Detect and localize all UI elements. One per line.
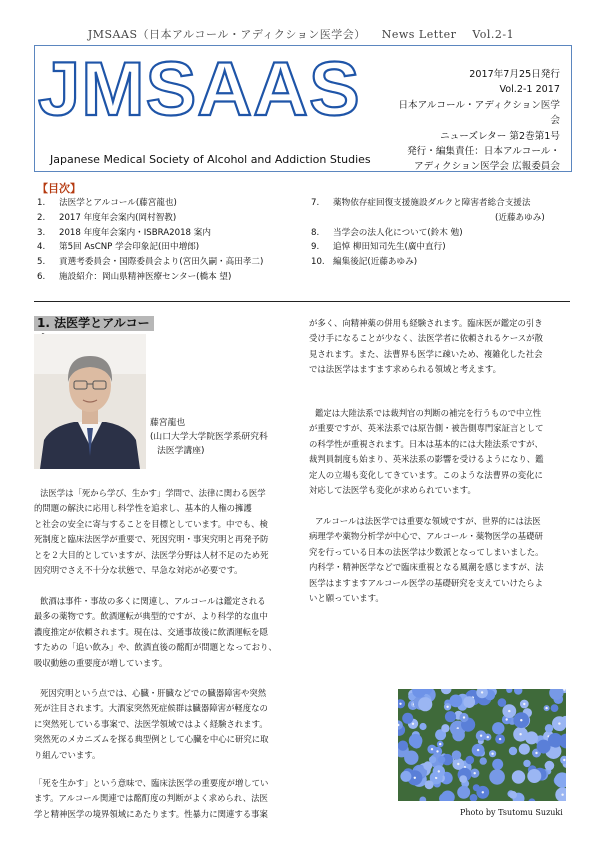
society-name: Japanese Medical Society of Alcohol and Addiction Studies xyxy=(50,153,371,166)
toc-item-continued[interactable] xyxy=(311,211,545,226)
flower-center xyxy=(558,722,560,724)
body-line: 最多の薬物です。飲酒運転が典型的ですが、より科学的な血中 xyxy=(34,611,268,622)
toc-item-number: 7. xyxy=(311,198,320,208)
flower-center xyxy=(508,710,510,712)
author-portrait-image xyxy=(34,334,146,469)
body-line: 死因究明という点では、心臓・肝臓などでの臓器障害や突然 xyxy=(40,688,267,698)
flower-center xyxy=(519,733,521,735)
flower-blossom xyxy=(492,722,504,734)
left-column-text xyxy=(34,776,296,822)
toc-item-title: 法医学とアルコール(藤宮龍也) xyxy=(59,198,177,208)
flower-blossom xyxy=(402,713,413,724)
flower-blossom xyxy=(545,724,553,732)
toc-item-title: 2017 年度年会案内(岡村智教) xyxy=(59,212,177,223)
newsletter-header xyxy=(0,26,602,42)
body-line: 吸収動態の重要度が増しています。 xyxy=(34,657,168,668)
issue-publisher-1: 発行・編集責任：日本アルコール・ xyxy=(407,146,560,158)
body-line: 見されます。また、法曹界も医学に疎いため、複雑化した社会 xyxy=(309,348,543,359)
toc-item-number: 1. xyxy=(37,198,46,208)
issue-info xyxy=(390,67,560,175)
flower-blossom xyxy=(545,761,555,771)
flower-center xyxy=(506,718,508,720)
toc-item-number: 5. xyxy=(37,257,46,268)
flower-blossom xyxy=(527,769,541,783)
toc-item[interactable] xyxy=(37,240,263,255)
body-line: 飲酒は事件・事故の多くに関連し、アルコールは鑑定される xyxy=(40,596,266,606)
toc-item[interactable] xyxy=(311,226,545,241)
toc-item[interactable] xyxy=(37,211,263,226)
toc-item-title: 編集後記(近藤あゆみ) xyxy=(333,257,418,268)
flower-center xyxy=(520,719,522,721)
flower-blossom xyxy=(409,734,423,748)
flower-center xyxy=(545,707,547,709)
flower-center xyxy=(431,748,433,750)
body-line: 医学はますますアルコール医学の基礎研究を支えていけたらよ xyxy=(309,577,543,588)
right-column-text xyxy=(309,406,571,498)
author-affiliation: (山口大学大学院医学系研究科 xyxy=(150,432,268,442)
nemophila-flowers-image xyxy=(398,689,566,801)
right-column-text xyxy=(309,316,571,378)
body-line: 死が注目されます。大酒家突然死症候群は臓器障害が軽度なの xyxy=(34,703,268,714)
flower-center xyxy=(480,735,482,737)
toc-item[interactable] xyxy=(37,270,263,285)
left-column-text xyxy=(34,594,296,671)
body-line: に突然死している事案で、法医学領域ではよく経験されます。 xyxy=(34,718,268,729)
toc-item-title: 第5回 AsCNP 学会印象記(田中増郎) xyxy=(59,242,200,253)
issue-society: 日本アルコール・アディクション医学会 xyxy=(398,99,560,127)
right-column-text xyxy=(309,514,571,606)
body-line: が重要ですが、英米法系では原告側・被告側専門家証言として xyxy=(309,423,544,434)
flower-center xyxy=(457,763,459,765)
flower-blossom xyxy=(523,760,530,767)
author-name: 藤宮龍也 xyxy=(150,418,186,428)
toc-item-title: 当学会の法人化について(鈴木 勉) xyxy=(333,227,463,238)
body-line: の科学性が重視されます。日本は基本的には大陸法系ですが、 xyxy=(309,438,543,449)
flower-center xyxy=(438,770,440,772)
body-line: 対応して法医学も変化が求められています。 xyxy=(309,485,476,496)
body-line: 病理学や薬物分析学が中心で、アルコール・薬物医学の基礎研 xyxy=(309,531,543,542)
flower-center xyxy=(439,743,441,745)
body-line: いと願っています。 xyxy=(309,593,384,604)
body-line: 濃度推定が依頼されます。現在は、交通事故後に飲酒運転を隠 xyxy=(34,626,268,637)
toc-item[interactable] xyxy=(311,196,545,211)
section-title: 1. 法医学とアルコー xyxy=(34,316,154,331)
body-line: が多く、向精神薬の併用も経験されます。臨床医が鑑定の引き xyxy=(309,318,543,328)
body-line: 因究明でさえ不十分な状態で、早急な対応が必要です。 xyxy=(34,565,243,576)
toc-item-number: 4. xyxy=(37,242,46,253)
toc-item[interactable] xyxy=(37,255,263,270)
body-line: 鑑定は大陸法系では裁判官の判断の補完を行うもので中立性 xyxy=(315,408,542,418)
toc-item-number: 6. xyxy=(37,271,46,282)
flower-blossom xyxy=(445,711,456,722)
toc-item[interactable] xyxy=(37,226,263,241)
body-line: アルコールは法医学では重要な領域ですが、世界的には法医 xyxy=(315,516,541,526)
flower-center xyxy=(499,738,501,740)
flower-blossom xyxy=(480,757,487,764)
toc-item-number: 10. xyxy=(311,257,325,268)
flower-blossom xyxy=(457,786,470,799)
body-line: 定人の立場も変化してきています。このような法曹界の変化に xyxy=(309,469,543,480)
flower-blossom xyxy=(438,756,445,763)
toc-item-title: 薬物依存症回復支援施設ダルクと障害者総合支援法 xyxy=(333,198,531,208)
flower-blossom xyxy=(459,775,467,783)
toc-item[interactable] xyxy=(37,196,263,211)
body-line: 法医学は「死から学び、生かす」学問で、法律に関わる医学 xyxy=(40,488,266,498)
body-line: 受け手になることが少なく、法医学者に依頼されるケースが散 xyxy=(309,333,543,344)
body-line: 「死を生かす」という意味で、臨床法医学の重要度が増してい xyxy=(34,778,269,788)
flower-blossom xyxy=(466,756,475,765)
issue-date: 2017年7月25日発行 xyxy=(469,69,560,80)
header-newsletter: News Letter xyxy=(381,28,457,41)
flower-blossom xyxy=(404,751,418,765)
flower-blossom xyxy=(398,741,408,751)
toc-item-title: 貢選考委員会・国際委員会より(宮田久嗣・高田孝二) xyxy=(59,257,264,268)
body-line: 死制度と臨床法医学が重要で、死因究明・事実究明と再発予防 xyxy=(34,534,269,545)
header-volume: Vol.2-1 xyxy=(472,28,515,41)
flower-center xyxy=(474,772,476,774)
flower-blossom xyxy=(473,784,480,791)
toc-item-number: 2. xyxy=(37,212,46,223)
body-line: 内科学・精神医学などで臨床重視となる風潮を感じますが、法 xyxy=(309,562,544,573)
flower-blossom xyxy=(519,744,530,755)
flower-blossom xyxy=(537,740,551,754)
body-line: と社会の安全に寄与することを目標としています。中でも、検 xyxy=(34,518,268,529)
flower-center xyxy=(487,736,489,738)
section-divider xyxy=(34,301,570,302)
flower-center xyxy=(535,752,537,754)
flower-blossom xyxy=(509,791,517,799)
flower-blossom xyxy=(452,750,461,759)
flower-center xyxy=(412,723,414,725)
flower-blossom xyxy=(429,756,436,763)
flower-center xyxy=(399,703,401,705)
flower-center xyxy=(491,753,493,755)
flower-blossom xyxy=(489,769,505,785)
flower-center xyxy=(481,691,483,693)
flower-blossom xyxy=(452,729,465,742)
flower-blossom xyxy=(419,723,426,730)
flower-blossom xyxy=(512,770,525,783)
left-column-text xyxy=(34,686,296,763)
flower-center xyxy=(436,750,438,752)
author-department: 法医学講座) xyxy=(157,446,205,456)
toc-item[interactable] xyxy=(311,240,545,255)
issue-number: ニューズレター 第2巻第1号 xyxy=(440,130,560,142)
body-line: 学と精神医学の境界領域にあたります。性暴力に関連する事案 xyxy=(34,808,268,819)
body-line: すための「追い飲み」や、飲酒直後の酩酊が問題となっており、 xyxy=(34,642,277,653)
flower-center xyxy=(414,777,416,779)
body-line: 究を行っている日本の法医学は少数派となってしまいました。 xyxy=(309,546,544,557)
body-line: 突然死のメカニズムを探る典型例として心臓を中心に研究に取 xyxy=(34,734,269,745)
toc-item-title: 追悼 柳田知司先生(廣中直行) xyxy=(333,242,446,253)
photo-credit: Photo by Tsutomu Suzuki xyxy=(460,808,563,817)
toc-item[interactable] xyxy=(311,255,545,270)
toc-item-number: 9. xyxy=(311,242,320,253)
flower-blossom xyxy=(551,704,559,712)
issue-publisher-2: アディクション医学会 広報委員会 xyxy=(414,161,560,173)
left-column-text xyxy=(34,486,296,578)
header-org: JMSAAS（日本アルコール・アディクション医学会） xyxy=(87,28,366,41)
toc-item-title: (近藤あゆみ) xyxy=(495,212,545,223)
logo-wordmark: JMSAAS xyxy=(38,47,361,132)
flower-center xyxy=(463,716,465,718)
author-photo xyxy=(34,334,146,469)
toc-item-title: 2018 年度年会案内・ISBRA2018 案内 xyxy=(59,227,211,238)
flower-center xyxy=(482,791,484,793)
flower-blossom xyxy=(449,695,462,708)
flower-center xyxy=(523,703,525,705)
flower-blossom xyxy=(509,747,517,755)
flower-photo xyxy=(398,689,566,801)
toc-heading: 【目次】 xyxy=(37,182,81,195)
body-line: 裁判員制度も始まり、英米法系の影響を受けるようになり、鑑 xyxy=(309,454,544,465)
flower-blossom xyxy=(418,697,432,711)
author-credit xyxy=(150,416,268,458)
toc-item-title: 施設紹介：岡山県精神医療センター(橋本 望) xyxy=(59,271,232,282)
toc-left-column xyxy=(37,196,263,285)
flower-blossom xyxy=(463,696,475,708)
toc-right-column xyxy=(311,196,545,270)
flower-center xyxy=(477,749,479,751)
flower-center xyxy=(563,759,565,761)
flower-blossom xyxy=(425,780,434,789)
body-line: とを２大目的としていますが、法医学分野は人材不足のため死 xyxy=(34,549,269,560)
body-line: 的問題の解決に応用し科学性を追求し、基本的人権の擁護 xyxy=(34,503,252,514)
flower-blossom xyxy=(498,698,507,707)
toc-item-number: 3. xyxy=(37,227,46,238)
flower-blossom xyxy=(441,724,449,732)
flower-blossom xyxy=(400,771,411,782)
toc-item-number: 8. xyxy=(311,227,320,238)
flower-center xyxy=(561,794,563,796)
flower-blossom xyxy=(492,759,503,770)
body-line: ます。アルコール関連では酩酊度の判断がよく求められ、法医 xyxy=(34,793,268,804)
flower-center xyxy=(446,706,448,708)
issue-volume: Vol.2-1 2017 xyxy=(499,84,560,96)
body-line: では法医学はますます求められる領域と考えます。 xyxy=(309,364,501,375)
body-line: り組んでいます。 xyxy=(34,749,101,760)
